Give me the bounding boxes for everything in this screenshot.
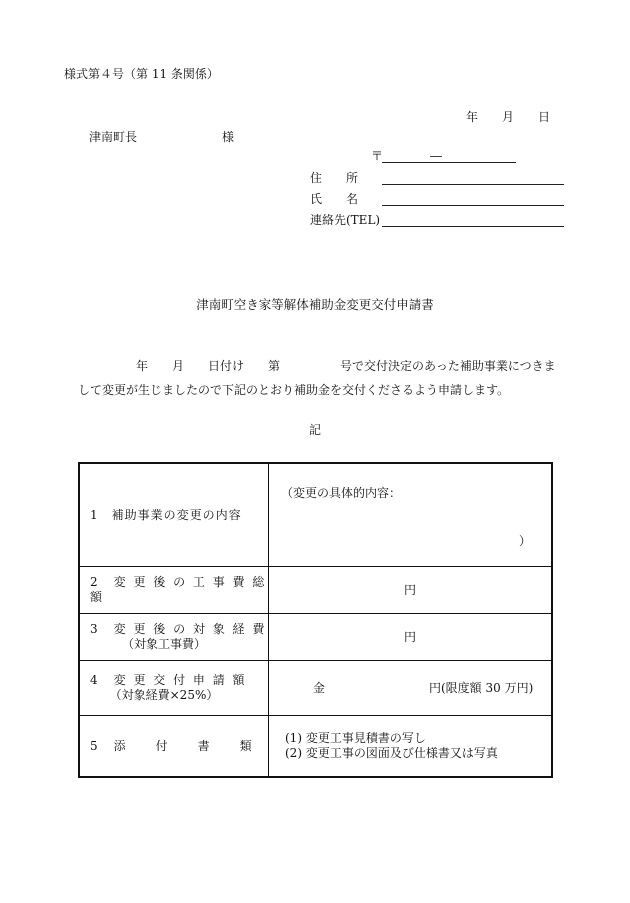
address-label: 住 所 [310, 171, 359, 185]
body-text-line-2: して変更が生じましたので下記のとおり補助金を交付くださるよう申請します。 [78, 383, 510, 397]
table-row [79, 614, 552, 661]
attachments-cell [269, 716, 553, 778]
row-sublabel: （対象経費×25%） [109, 688, 219, 702]
row-label: 4 変 更 交 付 申 請 額 （対象経費×25%） [79, 661, 269, 716]
table-row [79, 716, 552, 778]
application-table [78, 462, 553, 778]
body-text-line-1: 年 月 日付け 第 号で交付決定のあった補助事業につきま [136, 359, 556, 373]
table-row [79, 661, 552, 716]
ki-heading: 記 [308, 423, 321, 437]
detail-close-paren: ） [518, 534, 531, 548]
date-month: 月 [502, 110, 515, 124]
date-day: 日 [538, 110, 551, 124]
honorific: 様 [222, 130, 235, 144]
amount-limit: 円(限度額 30 万円) [429, 681, 534, 695]
change-detail-field[interactable] [269, 463, 553, 567]
row-label: 5 添 付 書 類 [79, 716, 269, 778]
name-field-line[interactable] [382, 205, 564, 206]
postal-mark: 〒 [371, 149, 384, 163]
addressee: 津南町長 [89, 130, 138, 144]
form-number: 様式第４号（第 11 条関係） [64, 67, 219, 81]
name-label: 氏 名 [310, 192, 359, 206]
amount-prefix: 金 [313, 681, 326, 695]
address-field-line[interactable] [382, 184, 564, 185]
row-sublabel: （対象工事費） [121, 637, 206, 651]
total-cost-field[interactable]: 円 [269, 567, 553, 614]
row-label: 1 補助事業の変更の内容 [79, 463, 269, 567]
date-year: 年 [466, 110, 479, 124]
target-cost-field[interactable]: 円 [269, 614, 553, 661]
attachment-item: (2) 変更工事の図面及び仕様書又は写真 [285, 746, 498, 760]
grant-amount-field[interactable] [269, 661, 553, 716]
date-line [466, 110, 550, 124]
detail-open-paren: （変更の具体的内容： [281, 486, 402, 500]
postal-dash: ― [430, 149, 442, 163]
table-row [79, 463, 552, 567]
contact-label: 連絡先(TEL) [310, 213, 381, 227]
document-title: 津南町空き家等解体補助金変更交付申請書 [196, 297, 434, 312]
row-label: 3 変 更 後 の 対 象 経 費 （対象工事費） [79, 614, 269, 661]
postal-field-line[interactable] [382, 162, 516, 163]
contact-field-line[interactable] [382, 226, 564, 227]
table-row [79, 567, 552, 614]
row-label: 2 変 更 後 の 工 事 費 総 額 [79, 567, 269, 614]
attachment-item: (1) 変更工事見積書の写し [285, 731, 426, 745]
